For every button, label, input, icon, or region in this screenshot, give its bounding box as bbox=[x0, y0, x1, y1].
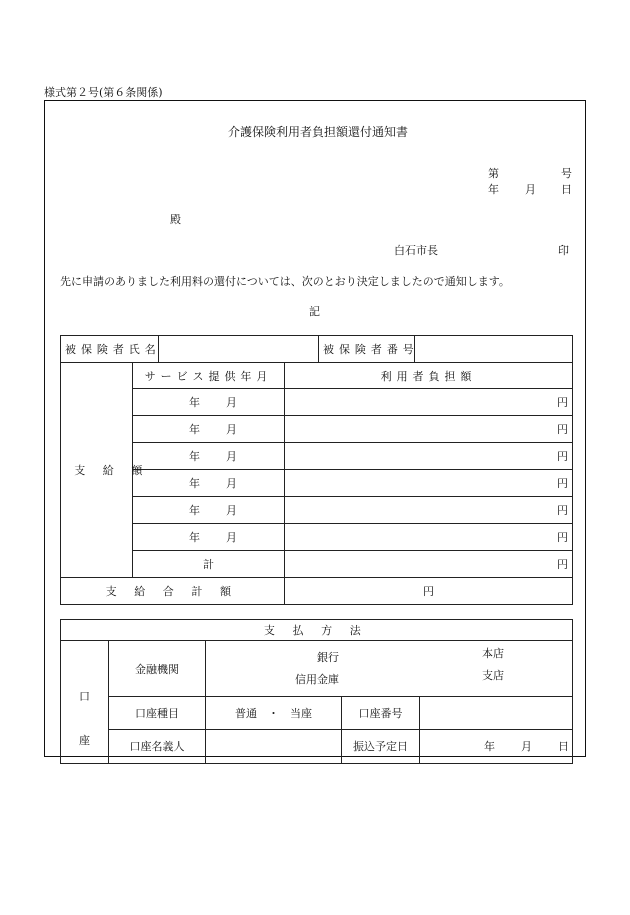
insured-name-cell[interactable] bbox=[159, 336, 319, 363]
month-label: 月 bbox=[226, 531, 237, 544]
account-number-cell[interactable] bbox=[420, 697, 573, 730]
burden-amount-cell[interactable]: 円 bbox=[285, 524, 573, 551]
burden-amount-cell[interactable]: 円 bbox=[285, 443, 573, 470]
account-label bbox=[61, 641, 109, 764]
account-holder-cell[interactable] bbox=[206, 729, 342, 763]
burden-amount-cell[interactable]: 円 bbox=[285, 389, 573, 416]
issuer-name: 白石市長 bbox=[394, 244, 438, 257]
year-label: 年 bbox=[189, 504, 200, 517]
service-month-cell[interactable] bbox=[133, 497, 285, 524]
number-prefix: 第 bbox=[488, 167, 499, 180]
year-label: 年 bbox=[189, 423, 200, 436]
year-label: 年 bbox=[189, 531, 200, 544]
account-type-options[interactable]: 普通 ・ 当座 bbox=[206, 697, 342, 730]
seal-mark: 印 bbox=[558, 244, 569, 257]
number-suffix: 号 bbox=[561, 167, 572, 180]
date-day: 日 bbox=[561, 183, 572, 196]
credit-union-text: 信用金庫 bbox=[295, 672, 339, 686]
body-text: 先に申請のありました利用料の還付については、次のとおり決定しましたので通知します。 bbox=[60, 275, 510, 288]
service-month-header: サービス提供年月 bbox=[133, 363, 285, 389]
account-number-label: 口座番号 bbox=[342, 697, 420, 730]
head-office-text: 本店 bbox=[482, 647, 504, 660]
month-label: 月 bbox=[226, 450, 237, 463]
transfer-date-label: 振込予定日 bbox=[342, 729, 420, 763]
addressee-suffix: 殿 bbox=[170, 213, 181, 226]
date-month: 月 bbox=[525, 183, 536, 196]
insured-number-cell[interactable] bbox=[415, 336, 573, 363]
benefit-table bbox=[60, 335, 573, 605]
insured-name-label: 被保険者氏名 bbox=[61, 336, 159, 363]
month-label: 月 bbox=[226, 396, 237, 409]
year-label: 年 bbox=[189, 477, 200, 490]
account-type-label: 口座種目 bbox=[109, 697, 206, 730]
ki-label: 記 bbox=[309, 305, 320, 318]
document-title: 介護保険利用者負担額還付通知書 bbox=[228, 125, 409, 139]
table-row bbox=[61, 389, 573, 416]
service-month-cell[interactable] bbox=[133, 389, 285, 416]
month-label: 月 bbox=[226, 504, 237, 517]
insured-number-label: 被保険者番号 bbox=[319, 336, 415, 363]
year-label: 年 bbox=[189, 450, 200, 463]
total-amount-cell[interactable]: 円 bbox=[285, 578, 573, 605]
payment-method-header: 支払方法 bbox=[61, 620, 573, 641]
table-row bbox=[61, 497, 573, 524]
payment-method-table bbox=[60, 619, 573, 764]
burden-amount-cell[interactable]: 円 bbox=[285, 497, 573, 524]
bank-text: 銀行 bbox=[317, 650, 339, 664]
date-year: 年 bbox=[488, 183, 499, 196]
form-number-label: 様式第２号(第６条関係) bbox=[44, 86, 163, 99]
table-row bbox=[61, 524, 573, 551]
burden-amount-cell[interactable]: 円 bbox=[285, 416, 573, 443]
payment-label: 支給額 bbox=[61, 363, 133, 578]
year-label: 年 bbox=[189, 396, 200, 409]
month-label: 月 bbox=[226, 423, 237, 436]
month-label: 月 bbox=[226, 477, 237, 490]
bank-label: 金融機関 bbox=[109, 641, 206, 697]
account-label-1: 口 bbox=[79, 690, 90, 703]
transfer-month: 月 bbox=[521, 740, 532, 754]
account-holder-label: 口座名義人 bbox=[109, 729, 206, 763]
transfer-year: 年 bbox=[484, 740, 495, 754]
burden-header: 利用者負担額 bbox=[285, 363, 573, 389]
table-row bbox=[61, 416, 573, 443]
branch-text: 支店 bbox=[482, 669, 504, 682]
account-label-2: 座 bbox=[79, 734, 90, 747]
subtotal-amount-cell[interactable]: 円 bbox=[285, 551, 573, 578]
transfer-date-cell[interactable] bbox=[420, 729, 573, 763]
total-label: 支給合計額 bbox=[61, 578, 285, 605]
subtotal-label: 計 bbox=[133, 551, 285, 578]
service-month-cell[interactable] bbox=[133, 416, 285, 443]
bank-cell[interactable] bbox=[206, 641, 573, 697]
burden-amount-cell[interactable]: 円 bbox=[285, 470, 573, 497]
transfer-day: 日 bbox=[558, 740, 569, 754]
service-month-cell[interactable] bbox=[133, 524, 285, 551]
